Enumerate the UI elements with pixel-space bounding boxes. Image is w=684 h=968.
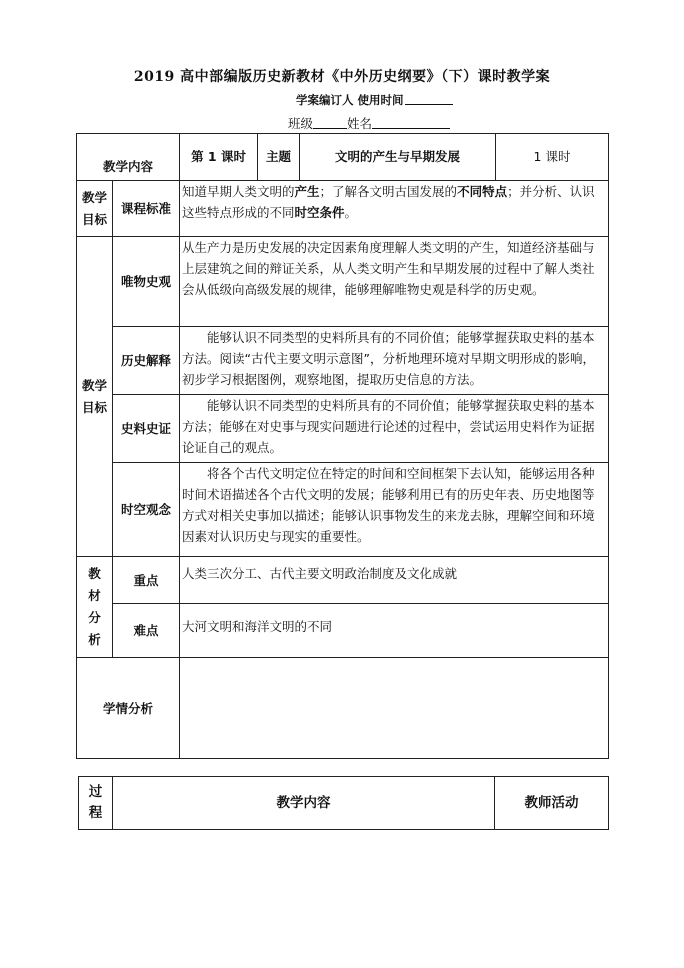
topic-title: 文明的产生与早期发展 [300,134,496,181]
class-blank[interactable] [313,116,347,129]
usage-time-blank[interactable] [405,92,453,105]
material-label-char: 分 [88,610,101,625]
compiler-line [296,92,453,108]
process-label-line1: 过 [88,784,103,800]
standard-keyword: 产生 [294,184,320,199]
literacy-text: 从生产力是历史发展的决定因素角度理解人类文明的产生，知道经济基础与上层建筑之间的辩证关系，从人类文明产生和早期发展的过程中了解人类社会从低级向高级发展的规律，能够理解唯物史观是科学的历史观。 [180,237,609,327]
literacy-objectives-label [77,237,113,557]
objectives-label-line2: 目标 [81,211,107,227]
objectives-label-line1: 教学 [81,189,107,205]
curriculum-standard-label: 课程标准 [113,181,180,237]
literacy-name: 历史解释 [113,327,180,395]
difficult-points-text: 大河文明和海洋文明的不同 [180,604,609,658]
difficult-points-label: 难点 [113,604,180,658]
material-label-char: 析 [88,632,101,647]
class-label: 班级 [288,116,314,131]
compiler-label: 学案编订人 使用时间 [296,93,404,107]
lesson-number: 第 1 课时 [180,134,258,181]
name-label: 姓名 [347,116,373,131]
process-content-header: 教学内容 [113,777,495,830]
literacy-name: 史料史证 [113,395,180,463]
topic-label: 主题 [258,134,300,181]
teaching-content-label: 教学内容 [77,134,180,181]
curriculum-standard-text [180,181,609,237]
key-points-text: 人类三次分工、古代主要文明政治制度及文化成就 [180,557,609,604]
literacy-text: 能够认识不同类型的史料所具有的不同价值；能够掌握获取史料的基本方法；能够在对史事与现实问题进行论述的过程中，尝试运用史料作为证据论证自己的观点。 [180,395,609,463]
process-label-line2: 程 [88,805,103,821]
literacy-name: 时空观念 [113,463,180,557]
key-points-label: 重点 [113,557,180,604]
student-analysis-label: 学情分析 [77,658,180,759]
document-title: 2019 高中部编版历史新教材《中外历史纲要》（下）课时教学案 [133,69,551,85]
class-hours: 1 课时 [496,134,609,181]
literacy-name: 唯物史观 [113,237,180,327]
process-label [79,777,113,830]
standard-text-part: 知道早期人类文明的 [182,184,295,199]
student-analysis-field[interactable] [180,658,609,759]
standard-text-part: 。 [344,205,358,220]
teacher-activity-header: 教师活动 [495,777,609,830]
objectives-label [77,181,113,237]
lesson-plan-table [76,133,609,759]
literacy-label-line1: 教学 [81,377,107,393]
standard-text-part: ；并分析、认识这些特点形成的不同 [182,184,595,220]
standard-text-part: ；了解各文明古国发展的 [319,184,458,199]
material-label-char: 教 [88,566,101,581]
literacy-text: 将各个古代文明定位在特定的时间和空间框架下去认知，能够运用各种时间术语描述各个古代文明的发展；能够利用已有的历史年表、历史地图等方式对相关史事加以描述；能够认识事物发生的来龙去脉，理解空间和环境因素对认识历史与现实的重要性。 [180,463,609,557]
literacy-text: 能够认识不同类型的史料所具有的不同价值；能够掌握获取史料的基本方法。阅读“古代主要文明示意图”，分析地理环境对早期文明形成的影响，初步学习根据图例，观察地图，提取历史信息的方法。 [180,327,609,395]
material-label-char: 材 [88,588,101,603]
name-blank[interactable] [372,116,450,129]
material-analysis-label [77,557,113,658]
standard-keyword: 不同特点 [457,184,508,199]
literacy-label-line2: 目标 [81,399,107,415]
standard-keyword: 时空条件 [294,205,345,220]
class-name-line [288,114,450,132]
process-table [78,776,609,830]
